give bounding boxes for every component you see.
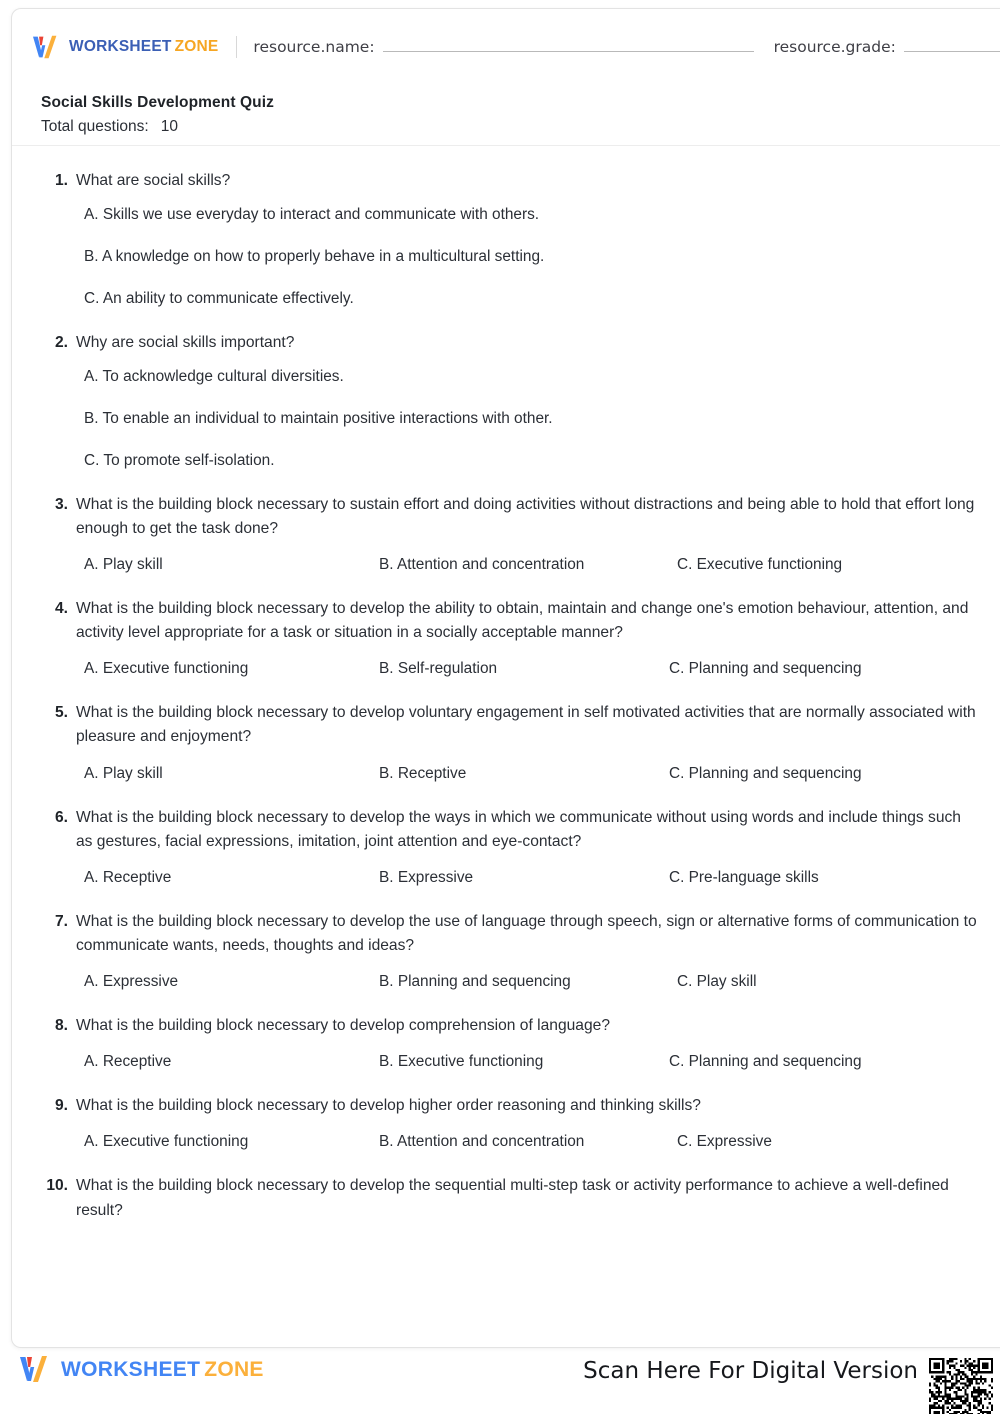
answer-option[interactable]: A. Play skill [84,555,163,573]
question-number: 1. [54,172,68,189]
scan-prompt-text: Scan Here For Digital Version [583,1358,918,1384]
question-number: 3. [54,495,68,513]
answer-options [42,1050,981,1074]
answer-option[interactable]: A. Receptive [84,868,172,886]
question-number: 10. [46,1177,68,1195]
question-text: What is the building block necessary to develop higher order reasoning and thinking skills? [76,1097,701,1115]
question-head [42,1174,981,1222]
brand-wordmark-footer [61,1359,264,1380]
answer-option[interactable]: C. Executive functioning [677,555,843,573]
answer-options [42,866,981,890]
answer-option[interactable]: C. Play skill [677,973,757,991]
resource-name-field[interactable] [253,38,753,56]
worksheet-card [11,8,1000,1348]
answer-option[interactable]: C. Planning and sequencing [669,1053,862,1071]
qr-code-graphic [929,1358,993,1414]
question-head [42,910,981,958]
total-questions-count: 10 [160,118,178,136]
answer-options [42,762,981,786]
total-questions [41,115,274,139]
answer-option[interactable]: B. Self-regulation [379,660,498,678]
question-block [12,169,1000,311]
question-head [42,169,981,193]
question-text: What is the building block necessary to develop comprehension of language? [76,1017,610,1035]
question-head [42,493,981,541]
answer-option[interactable]: B. Planning and sequencing [379,973,571,991]
question-block [12,910,1000,994]
question-head [42,701,981,749]
question-text: What is the building block necessary to develop voluntary engagement in self motivated activities that are normally associated with pleasure and enjoyment? [76,704,976,746]
question-text: Why are social skills important? [76,333,295,351]
question-head [42,1014,981,1038]
worksheet-zone-logo-icon [31,34,61,60]
question-head [42,1094,981,1118]
answer-option[interactable]: B. Receptive [379,764,467,782]
question-number: 2. [54,333,68,351]
brand-wordmark-header [69,39,218,55]
answer-option[interactable]: A. Receptive [84,1053,172,1071]
answer-option[interactable]: A. Executive functioning [84,1133,249,1151]
answer-option[interactable]: B. To enable an individual to maintain positive interactions with other. [84,409,553,427]
brand-logo-header [31,34,218,60]
question-text: What are social skills? [76,172,231,189]
resource-grade-label: resource.grade: [773,38,896,56]
answer-option[interactable]: B. Attention and concentration [379,1133,585,1151]
question-block [12,1094,1000,1154]
question-text: What is the building block necessary to sustain effort and doing activities without distractions and being able to hold that effort long enough to get the task done? [76,495,975,537]
question-block [12,1014,1000,1074]
answer-option[interactable]: B. Expressive [379,868,474,886]
answer-option[interactable]: B. Attention and concentration [379,555,585,573]
question-number: 7. [54,912,68,930]
worksheet-zone-logo-icon-footer [18,1354,52,1384]
quiz-title: Social Skills Development Quiz [41,94,274,111]
answer-options [42,553,981,577]
answer-option[interactable]: A. Executive functioning [84,660,249,678]
total-questions-label: Total questions: [41,118,149,136]
question-head [42,597,981,645]
answer-option[interactable]: A. To acknowledge cultural diversities. [84,367,344,385]
header-row [31,33,1000,61]
question-number: 9. [54,1097,68,1115]
resource-name-label: resource.name: [253,38,375,56]
answer-option[interactable]: C. Planning and sequencing [669,660,862,678]
question-text: What is the building block necessary to develop the use of language through speech, sign or alternative forms of communication to communicate wants, needs, thoughts and ideas? [76,912,977,954]
question-block [12,806,1000,890]
answer-option[interactable]: A. Skills we use everyday to interact and communicate with others. [84,206,540,224]
answer-option[interactable]: C. Planning and sequencing [669,764,862,782]
answer-option[interactable]: A. Play skill [84,764,163,782]
question-number: 4. [54,599,68,617]
question-number: 6. [54,808,68,826]
answer-option[interactable]: A. Expressive [84,973,179,991]
answer-options [42,970,981,994]
answer-option[interactable]: C. Expressive [677,1133,772,1151]
answer-options [42,657,981,681]
question-block [12,597,1000,681]
page-footer [0,1346,1000,1402]
answer-option[interactable]: C. Pre-language skills [669,868,819,886]
question-text: What is the building block necessary to develop the ability to obtain, maintain and change one's emotion behaviour, attention, and activity level appropriate for a task or situation in a socially acceptable manner? [76,599,969,642]
answer-option[interactable]: B. Executive functioning [379,1053,544,1071]
question-block [12,701,1000,785]
questions-list [12,169,1000,1243]
question-block [12,493,1000,577]
question-head [42,331,981,355]
brand-logo-footer [18,1354,264,1384]
brand-word-worksheet-footer: WORKSHEET [61,1357,201,1381]
question-number: 5. [54,704,68,722]
question-block [12,331,1000,473]
header-divider [236,36,237,58]
brand-word-zone: ZONE [174,38,219,56]
question-text: What is the building block necessary to develop the ways in which we communicate without using words and include things such as gestures, facial expressions, imitation, joint attention and eye-contact? [76,808,961,850]
answer-option[interactable]: C. An ability to communicate effectively. [84,289,354,307]
question-head [42,806,981,854]
answer-option[interactable]: C. To promote self-isolation. [84,451,275,469]
title-block [41,91,274,139]
question-number: 8. [54,1017,68,1035]
question-block [12,1174,1000,1222]
resource-grade-input-rule[interactable] [904,38,1000,52]
answer-options [42,1130,981,1154]
resource-grade-field[interactable] [774,38,1000,56]
brand-word-zone-footer: ZONE [204,1357,264,1381]
resource-name-input-rule[interactable] [383,38,754,52]
answer-option[interactable]: B. A knowledge on how to properly behave in a multicultural setting. [84,248,545,266]
brand-word-worksheet: WORKSHEET [69,38,172,56]
question-text: What is the building block necessary to develop the sequential multi-step task or activity performance to achieve a well-defined result? [76,1177,949,1219]
answer-options [42,203,981,311]
worksheet-header [12,9,1000,146]
answer-options [42,365,981,473]
qr-code-icon[interactable] [925,1354,997,1414]
